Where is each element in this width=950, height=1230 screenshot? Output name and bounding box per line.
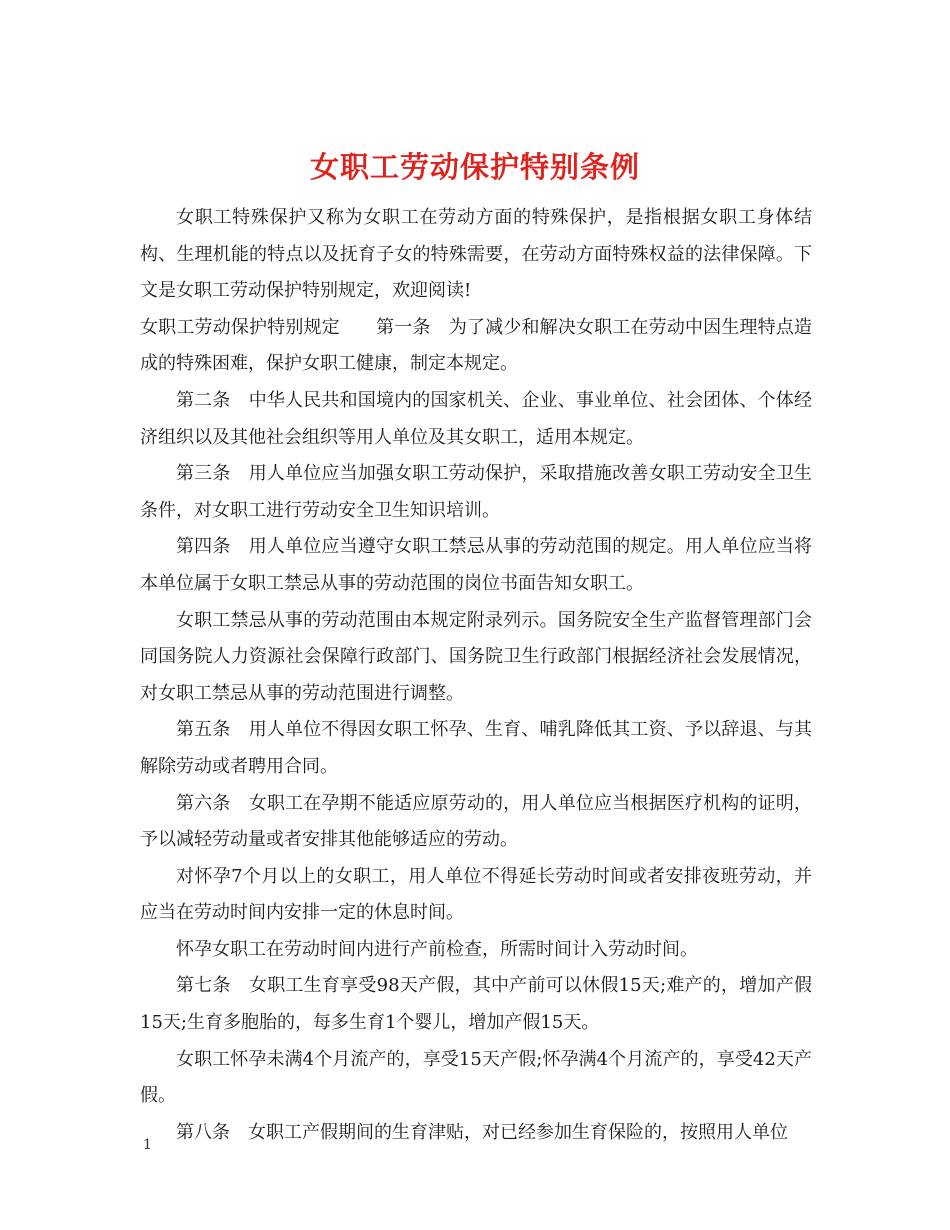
paragraph: 第六条 女职工在孕期不能适应原劳动的，用人单位应当根据医疗机构的证明，予以减轻劳动量或者安排其他能够适应的劳动。 xyxy=(140,792,812,851)
paragraph: 女职工禁忌从事的劳动范围由本规定附录列示。国务院安全生产监督管理部门会同国务院人力资源社会保障行政部门、国务院卫生行政部门根据经济社会发展情况，对女职工禁忌从事的劳动范围进行调整。 xyxy=(140,609,812,704)
document-body xyxy=(140,200,812,1151)
paragraph: 怀孕女职工在劳动时间内进行产前检查，所需时间计入劳动时间。 xyxy=(176,938,698,960)
page-number: 1 xyxy=(143,1137,152,1153)
paragraph: 第四条 用人单位应当遵守女职工禁忌从事的劳动范围的规定。用人单位应当将本单位属于女职工禁忌从事的劳动范围的岗位书面告知女职工。 xyxy=(140,536,812,594)
document-title: 女职工劳动保护特别条例 xyxy=(309,150,640,185)
paragraph: 第五条 用人单位不得因女职工怀孕、生育、哺乳降低其工资、予以辞退、与其解除劳动或者聘用合同。 xyxy=(140,719,812,777)
paragraph: 女职工怀孕未满4个月流产的，享受15天产假;怀孕满4个月流产的，享受42天产假。 xyxy=(140,1048,812,1107)
paragraph: 女职工劳动保护特别规定 第一条 为了减少和解决女职工在劳动中因生理特点造成的特殊困难，保护女职工健康，制定本规定。 xyxy=(140,316,812,375)
paragraph: 第七条 女职工生育享受98天产假，其中产前可以休假15天;难产的，增加产假15天;生育多胞胎的，每多生育1个婴儿，增加产假15天。 xyxy=(140,975,812,1034)
paragraph: 第八条 女职工产假期间的生育津贴，对已经参加生育保险的，按照用人单位 xyxy=(176,1121,788,1143)
paragraph: 对怀孕7个月以上的女职工，用人单位不得延长劳动时间或者安排夜班劳动，并应当在劳动时间内安排一定的休息时间。 xyxy=(140,865,812,924)
paragraph: 第三条 用人单位应当加强女职工劳动保护，采取措施改善女职工劳动安全卫生条件，对女职工进行劳动安全卫生知识培训。 xyxy=(140,463,812,521)
paragraph: 女职工特殊保护又称为女职工在劳动方面的特殊保护，是指根据女职工身体结构、生理机能的特点以及抚育子女的特殊需要，在劳动方面特殊权益的法律保障。下文是女职工劳动保护特别规定，欢迎阅读! xyxy=(140,207,812,302)
paragraph: 第二条 中华人民共和国境内的国家机关、企业、事业单位、社会团体、个体经济组织以及其他社会组织等用人单位及其女职工，适用本规定。 xyxy=(140,389,812,448)
